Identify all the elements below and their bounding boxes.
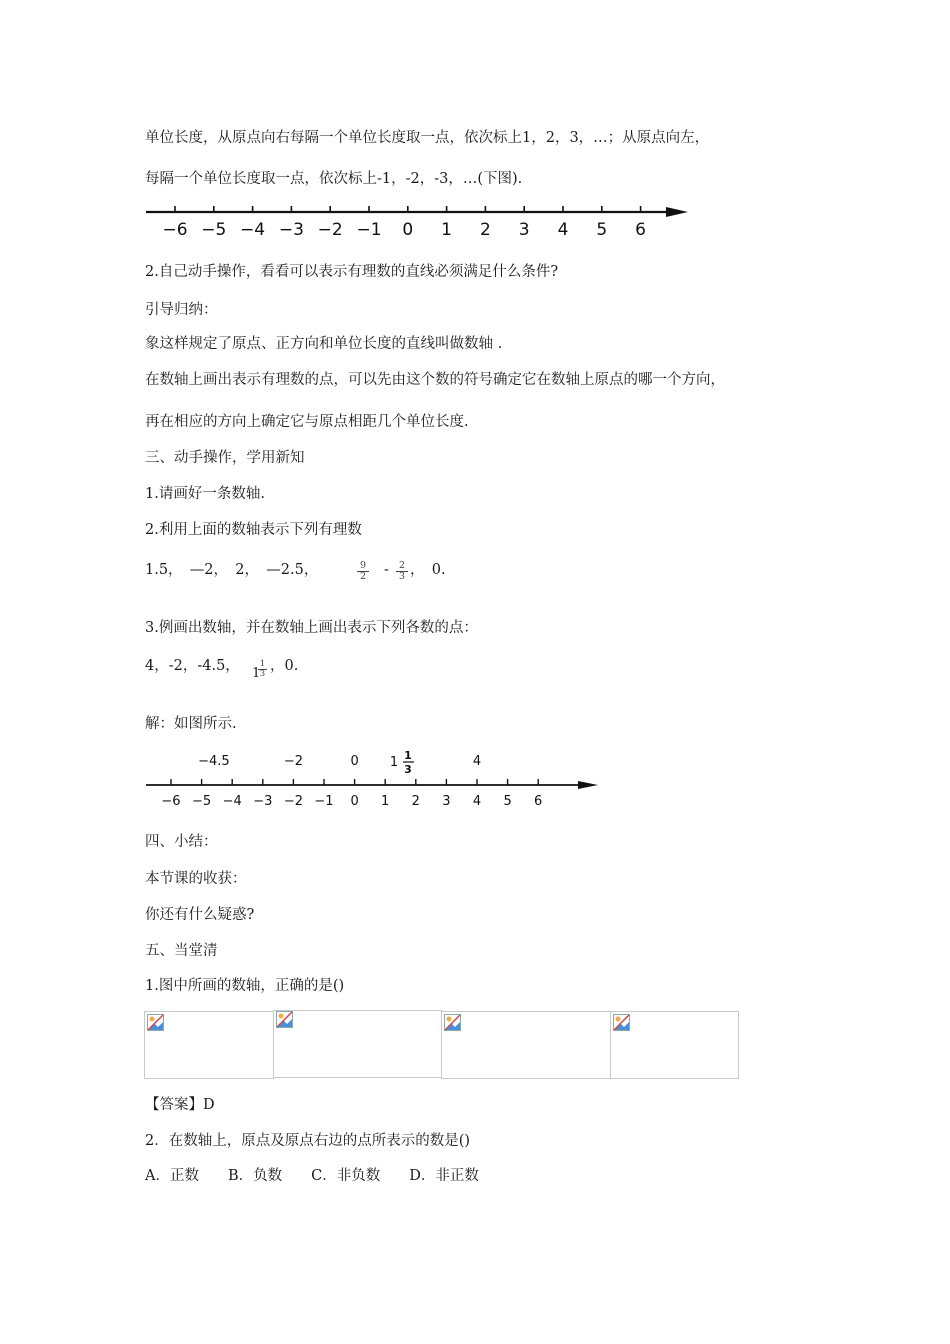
fraction-two-thirds <box>396 561 408 582</box>
broken-image-icon <box>613 1014 630 1031</box>
text-line-left-marks: 每隔一个单位长度取一点，依次标上-1，-2，-3，…(下图). <box>145 171 523 187</box>
task-2-values-text: 1.5， —2， 2， —2.5， <box>145 562 319 578</box>
axis-2-tick-label: 2 <box>411 794 420 809</box>
axis-1-tick-label: 4 <box>557 220 569 240</box>
number-line-definition: 象这样规定了原点、正方向和单位长度的直线叫做数轴 . <box>145 336 503 352</box>
answer-label: 【答案】D <box>145 1097 215 1113</box>
number-line-1 <box>140 198 700 244</box>
option-c-image <box>441 1011 611 1079</box>
axis-1-tick-label: 2 <box>479 220 491 240</box>
task-2-values <box>145 560 318 580</box>
section-3-heading: 三、动手操作，学用新知 <box>145 450 305 466</box>
fraction-numerator: 1 <box>259 659 266 669</box>
mixed-number-denominator-label: 3 <box>404 763 412 776</box>
minus-sign: - <box>384 562 389 578</box>
mixed-number-whole: 1 <box>252 666 261 681</box>
axis-2-tick-label: 1 <box>381 794 390 809</box>
axis-2-tick-label: −5 <box>192 794 212 809</box>
fraction-numerator: 9 <box>357 561 369 572</box>
option-a-image <box>144 1011 274 1079</box>
problem-2: 2．在数轴上，原点及原点右边的点所表示的数是() <box>145 1133 471 1149</box>
problem-1: 1.图中所画的数轴，正确的是() <box>145 978 345 994</box>
axis-1-tick-label: −2 <box>317 220 343 240</box>
mixed-number-fraction <box>258 660 267 679</box>
axis-2-tick-label: −4 <box>222 794 242 809</box>
axis-2-tick-label: −2 <box>283 794 303 809</box>
mixed-number-numerator-label: 1 <box>404 749 412 762</box>
axis-1-tick-label: 5 <box>596 220 608 240</box>
axis-1-tick-label: 1 <box>441 220 453 240</box>
task-2-end: ， 0. <box>410 562 446 578</box>
broken-image-icon <box>444 1014 461 1031</box>
problem-2-options: A．正数 B．负数 C．非负数 D．非正数 <box>145 1168 479 1184</box>
axis-2-tick-label: −1 <box>314 794 334 809</box>
task-3: 3.例画出数轴，并在数轴上画出表示下列各数的点： <box>145 620 478 636</box>
axis-2-tick-label: 0 <box>350 794 359 809</box>
section-5-heading: 五、当堂清 <box>145 943 218 959</box>
axis-1-tick-label: −4 <box>240 220 266 240</box>
solution-label: 解：如图所示. <box>145 716 237 732</box>
summary-gain: 本节课的收获： <box>145 871 247 887</box>
broken-image-icon <box>147 1014 164 1031</box>
fraction-numerator: 2 <box>396 561 408 572</box>
axis-1-tick-label: 6 <box>635 220 647 240</box>
axis-2-tick-label: −3 <box>253 794 273 809</box>
summary-doubt: 你还有什么疑惑? <box>145 907 255 923</box>
broken-image-icon <box>276 1011 293 1028</box>
axis-2-tick-label: 4 <box>472 794 482 809</box>
axis-2-marked-point-label: 4 <box>472 754 482 769</box>
option-b-image <box>273 1010 442 1078</box>
mixed-number-whole-label: 1 <box>389 755 399 770</box>
task-1: 1.请画好一条数轴. <box>145 486 265 502</box>
axis-1-tick-label: −3 <box>278 220 304 240</box>
fraction-denominator: 3 <box>398 571 406 582</box>
fraction-nine-halves <box>357 561 369 582</box>
axis-2-tick-label: 6 <box>534 794 543 809</box>
fraction-denominator: 2 <box>359 571 367 582</box>
axis-1-tick-label: −1 <box>356 220 382 240</box>
axis-2-tick-label: 5 <box>503 794 512 809</box>
method-line-1: 在数轴上画出表示有理数的点，可以先由这个数的符号确定它在数轴上原点的哪一个方向， <box>145 372 725 388</box>
task-2: 2.利用上面的数轴表示下列有理数 <box>145 522 362 538</box>
axis-2-marked-point-label: −2 <box>283 754 303 769</box>
axis-2-marked-point-label: −4.5 <box>198 754 230 769</box>
axis-1-tick-label: 0 <box>402 220 414 240</box>
guide-heading: 引导归纳： <box>145 302 218 318</box>
axis-1-tick-label: −6 <box>162 220 188 240</box>
task-3-values: 4，-2，-4.5， <box>145 658 240 674</box>
option-d-image <box>610 1011 739 1079</box>
axis-1-tick-label: 3 <box>518 220 530 240</box>
axis-2-tick-label: 3 <box>442 794 451 809</box>
section-4-heading: 四、小结： <box>145 834 218 850</box>
number-line-2 <box>140 744 610 810</box>
axis-1-tick-label: −5 <box>201 220 227 240</box>
axis-2-marked-point-label: 0 <box>350 754 359 769</box>
task-3-values-end: ，0. <box>270 658 299 674</box>
axis-2-tick-label: −6 <box>161 794 181 809</box>
method-line-2: 再在相应的方向上确定它与原点相距几个单位长度. <box>145 414 469 430</box>
fraction-denominator: 3 <box>259 669 266 679</box>
question-2-prompt: 2.自己动手操作，看看可以表示有理数的直线必须满足什么条件? <box>145 264 559 280</box>
text-line-unit-length: 单位长度，从原点向右每隔一个单位长度取一点，依次标上1，2，3，…；从原点向左， <box>145 130 710 146</box>
